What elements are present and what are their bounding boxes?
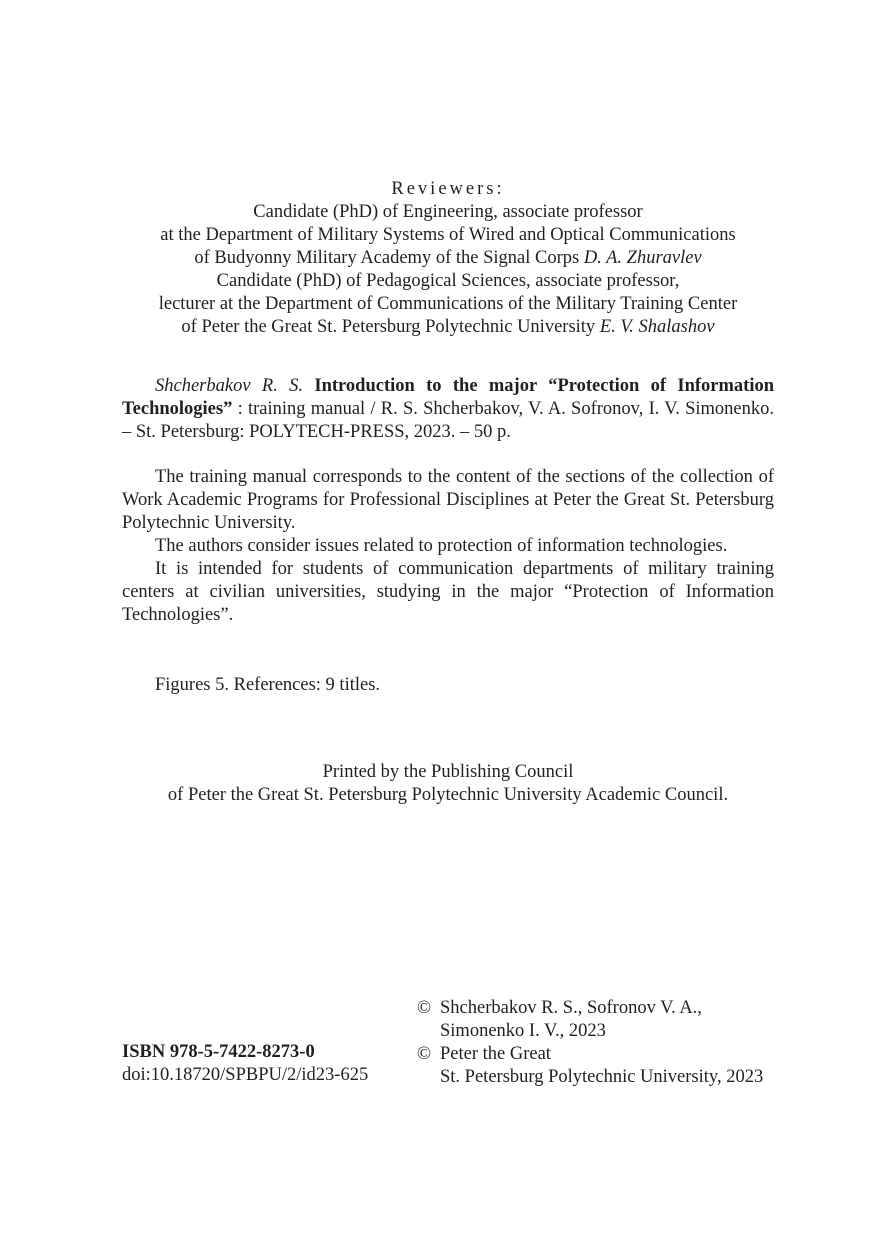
- copyright-publisher: [417, 1043, 777, 1089]
- reviewer2-line2: lecturer at the Department of Communications of the Military Training Center: [158, 294, 738, 314]
- reviewer2-line3-wrap: [122, 316, 774, 339]
- copyright-icon: ©: [417, 998, 432, 1018]
- printed-by: [122, 761, 774, 807]
- reviewers-section: [122, 178, 774, 339]
- isbn-number: ISBN 978-5-7422-8273-0: [122, 1042, 315, 1062]
- bibliographic-description: [122, 375, 774, 444]
- printed-by-line1: Printed by the Publishing Council: [322, 762, 574, 782]
- copyright-icon: ©: [417, 1044, 432, 1064]
- copyright-authors-line2: Simonenko I. V., 2023: [440, 1021, 606, 1041]
- annotation: [122, 466, 774, 627]
- annotation-paragraph-2: The authors consider issues related to protection of information technologies.: [155, 536, 728, 556]
- doi: doi:10.18720/SPBPU/2/id23-625: [122, 1065, 369, 1085]
- reviewer2-name: E. V. Shalashov: [599, 317, 715, 337]
- copyright-block: [417, 997, 777, 1089]
- reviewer2-line1: Candidate (PhD) of Pedagogical Sciences, associate professor,: [216, 271, 680, 291]
- reviewer1-line2: at the Department of Military Systems of Wired and Optical Communications: [160, 225, 736, 245]
- copyright-authors-line1: Shcherbakov R. S., Sofronov V. A.,: [440, 998, 702, 1018]
- reviewer2-line3: of Peter the Great St. Petersburg Polytechnic University: [181, 317, 596, 337]
- reviewer1-line3-wrap: [122, 247, 774, 270]
- reviewer1-line3: of Budyonny Military Academy of the Signal Corps: [194, 248, 580, 268]
- biblio-author: Shcherbakov R. S.: [155, 376, 304, 396]
- copyright-publisher-line2: St. Petersburg Polytechnic University, 2023: [440, 1067, 764, 1087]
- copyright-publisher-line1: Peter the Great: [440, 1044, 551, 1064]
- printed-by-line2: of Peter the Great St. Petersburg Polytechnic University Academic Council.: [167, 785, 729, 805]
- biblio-rest: : training manual / R. S. Shcherbakov, V. A. Sofronov, I. V. Simonenko. – St. Petersburg: POLYTECH-PRESS, 2023. – 50 p.: [122, 399, 774, 442]
- copyright-authors: [417, 997, 777, 1043]
- isbn-block: [122, 1041, 368, 1087]
- reviewer1-name: D. A. Zhuravlev: [583, 248, 702, 268]
- annotation-paragraph-3: It is intended for students of communication departments of military training centers at civilian universities, studying in the major “Protection of Information Technologies”.: [122, 559, 774, 625]
- biblio-title: Introduction to the major “Protection of Information Technologies”: [122, 376, 774, 419]
- annotation-paragraph-1: The training manual corresponds to the content of the sections of the collection of Work Academic Programs for Professional Disciplines at Peter the Great St. Petersburg Polytechnic University.: [122, 467, 774, 533]
- reviewer1-line1: Candidate (PhD) of Engineering, associate professor: [253, 202, 643, 222]
- reviewers-heading: Reviewers:: [391, 179, 505, 199]
- figures-references: Figures 5. References: 9 titles.: [155, 675, 381, 695]
